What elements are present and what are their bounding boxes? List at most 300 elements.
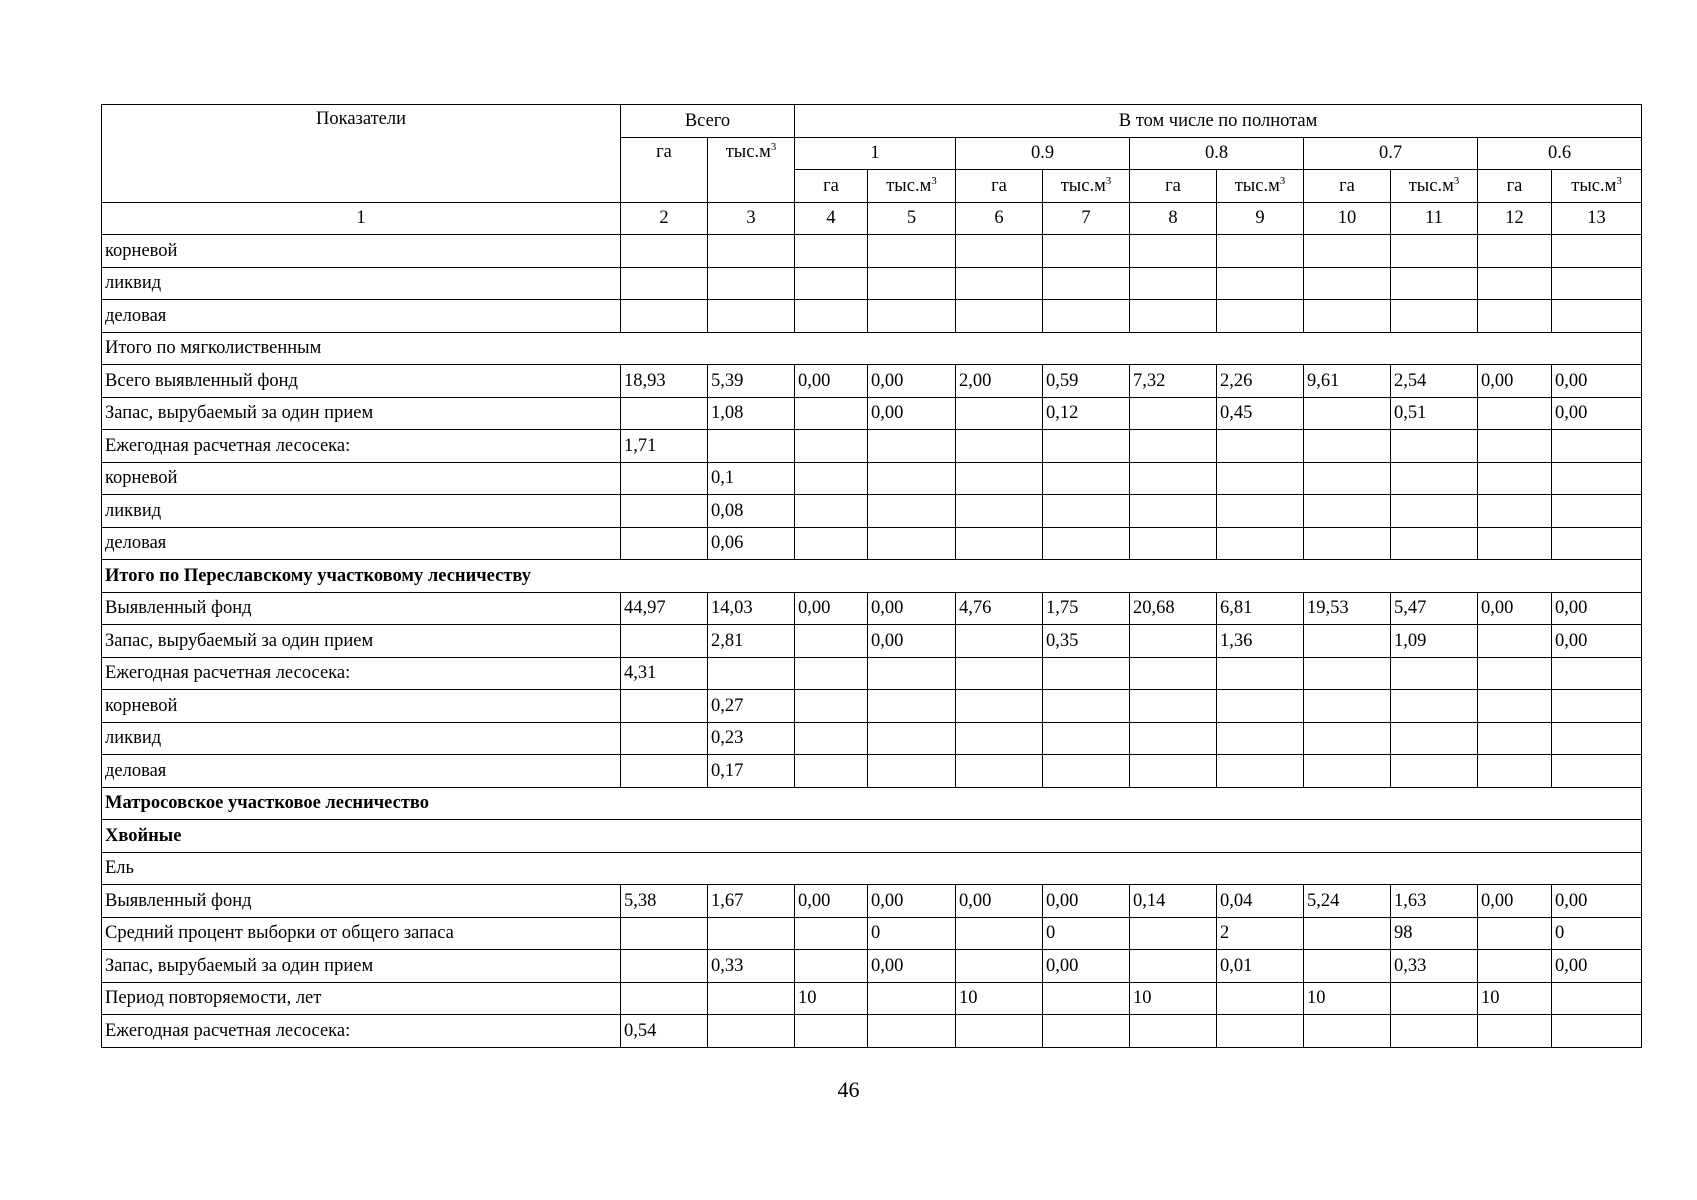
table-cell: 0,00: [868, 885, 956, 918]
table-cell: 0,00: [1552, 592, 1642, 625]
table-cell: 1,36: [1217, 625, 1304, 658]
table-cell: 0,00: [868, 397, 956, 430]
table-row: [102, 982, 1642, 1015]
table-cell: [621, 722, 708, 755]
table-cell: [1478, 625, 1552, 658]
table-row: [102, 495, 1642, 528]
table-row: [102, 527, 1642, 560]
header-unit-m3: [1217, 170, 1304, 203]
header-unit-m3: [1043, 170, 1130, 203]
table-cell: [1391, 982, 1478, 1015]
column-number: 8: [1130, 202, 1217, 235]
column-number: 12: [1478, 202, 1552, 235]
table-cell: 0,33: [1391, 950, 1478, 983]
table-cell: [1304, 690, 1391, 723]
row-label: корневой: [102, 462, 621, 495]
table-cell: [1391, 267, 1478, 300]
table-cell: [956, 950, 1043, 983]
column-number: 2: [621, 202, 708, 235]
table-cell: [956, 495, 1043, 528]
unit-thousand-m3: тыс.м: [1060, 175, 1106, 196]
table-cell: [1043, 495, 1130, 528]
table-cell: [1391, 657, 1478, 690]
table-cell: [795, 430, 868, 463]
table-cell: 0,00: [1478, 885, 1552, 918]
column-number: 3: [708, 202, 795, 235]
section-label: Матросовское участковое лесничество: [102, 787, 1642, 820]
table-cell: 5,24: [1304, 885, 1391, 918]
header-unit-ha: га: [1130, 170, 1217, 203]
table-cell: 98: [1391, 917, 1478, 950]
table-cell: [956, 527, 1043, 560]
table-cell: [1217, 527, 1304, 560]
row-label: ликвид: [102, 722, 621, 755]
table-cell: [1043, 755, 1130, 788]
table-row: [102, 397, 1642, 430]
table-cell: 1,09: [1391, 625, 1478, 658]
table-cell: [1043, 527, 1130, 560]
header-unit-ha: га: [795, 170, 868, 203]
table-cell: 0,00: [1552, 625, 1642, 658]
table-cell: [956, 1015, 1043, 1048]
row-label: Выявленный фонд: [102, 592, 621, 625]
table-cell: [1043, 690, 1130, 723]
table-row: [102, 267, 1642, 300]
table-cell: [1130, 267, 1217, 300]
table-cell: 2,26: [1217, 365, 1304, 398]
table-row: [102, 657, 1642, 690]
table-cell: 0: [1043, 917, 1130, 950]
row-label: Всего выявленный фонд: [102, 365, 621, 398]
table-cell: [1130, 657, 1217, 690]
table-cell: 0,00: [795, 365, 868, 398]
table-cell: [621, 917, 708, 950]
unit-cube: 3: [1453, 174, 1460, 187]
row-label: Ежегодная расчетная лесосека:: [102, 657, 621, 690]
table-cell: [1552, 982, 1642, 1015]
header-total-ha: [621, 137, 708, 202]
table-cell: 0,33: [708, 950, 795, 983]
table-cell: [868, 430, 956, 463]
table-row: [102, 852, 1642, 885]
table-cell: [1552, 527, 1642, 560]
table-cell: [1130, 917, 1217, 950]
row-label: Ежегодная расчетная лесосека:: [102, 1015, 621, 1048]
table-cell: 0,35: [1043, 625, 1130, 658]
table-cell: 5,39: [708, 365, 795, 398]
table-cell: [621, 267, 708, 300]
row-label: деловая: [102, 300, 621, 333]
table-cell: [621, 982, 708, 1015]
table-cell: [1043, 267, 1130, 300]
table-cell: 0,04: [1217, 885, 1304, 918]
table-cell: [1043, 982, 1130, 1015]
header-density-0-6: 0.6: [1478, 137, 1642, 170]
table-cell: [868, 235, 956, 268]
table-cell: [956, 397, 1043, 430]
table-cell: 0,14: [1130, 885, 1217, 918]
table-cell: 7,32: [1130, 365, 1217, 398]
table-cell: [1043, 430, 1130, 463]
table-cell: [795, 657, 868, 690]
table-cell: [1130, 722, 1217, 755]
table-row: [102, 755, 1642, 788]
table-cell: [1304, 917, 1391, 950]
unit-thousand-m3: тыс.м: [1408, 175, 1454, 196]
table-cell: [1391, 300, 1478, 333]
header-by-density: В том числе по полнотам: [795, 105, 1642, 138]
unit-cube: 3: [1279, 174, 1286, 187]
table-cell: [956, 722, 1043, 755]
header-total: Всего: [621, 105, 795, 138]
table-cell: [868, 462, 956, 495]
table-cell: [1217, 657, 1304, 690]
table-cell: [621, 950, 708, 983]
table-cell: [1217, 430, 1304, 463]
table-cell: [956, 267, 1043, 300]
table-cell: [795, 300, 868, 333]
table-cell: [1043, 1015, 1130, 1048]
row-label: Ежегодная расчетная лесосека:: [102, 430, 621, 463]
table-cell: [1478, 755, 1552, 788]
table-row: [102, 625, 1642, 658]
table-cell: [1391, 462, 1478, 495]
table-cell: 0,01: [1217, 950, 1304, 983]
table-cell: [1391, 430, 1478, 463]
table-cell: 0,00: [868, 592, 956, 625]
table-cell: [1130, 300, 1217, 333]
table-cell: [1552, 462, 1642, 495]
table-cell: 0,00: [868, 365, 956, 398]
row-label: Период повторяемости, лет: [102, 982, 621, 1015]
table-cell: [868, 657, 956, 690]
table-cell: [708, 1015, 795, 1048]
table-cell: [1130, 462, 1217, 495]
unit-cube: 3: [1105, 174, 1112, 187]
table-cell: [1478, 235, 1552, 268]
table-cell: [868, 300, 956, 333]
table-cell: 2,00: [956, 365, 1043, 398]
table-cell: [1552, 755, 1642, 788]
table-cell: [1217, 235, 1304, 268]
table-cell: [1552, 722, 1642, 755]
row-label: Запас, вырубаемый за один прием: [102, 397, 621, 430]
table-cell: [621, 235, 708, 268]
table-cell: 4,31: [621, 657, 708, 690]
header-density-0-8: 0.8: [1130, 137, 1304, 170]
table-cell: [1552, 430, 1642, 463]
table-cell: [1478, 657, 1552, 690]
table-cell: [795, 690, 868, 723]
unit-thousand-m3: тыс.м: [1234, 175, 1280, 196]
table-cell: [868, 755, 956, 788]
table-cell: [795, 625, 868, 658]
table-cell: [1130, 397, 1217, 430]
column-number: 1: [102, 202, 621, 235]
table-row: [102, 885, 1642, 918]
table-cell: [1304, 430, 1391, 463]
table-cell: 0,00: [1043, 885, 1130, 918]
table-cell: 18,93: [621, 365, 708, 398]
table-cell: 10: [795, 982, 868, 1015]
table-cell: [1130, 625, 1217, 658]
header-density-0-7: 0.7: [1304, 137, 1478, 170]
table-cell: [1478, 1015, 1552, 1048]
table-cell: 10: [1130, 982, 1217, 1015]
table-cell: [621, 462, 708, 495]
table-cell: [1391, 1015, 1478, 1048]
table-cell: [795, 527, 868, 560]
table-cell: [1552, 235, 1642, 268]
table-cell: 0,00: [1043, 950, 1130, 983]
table-cell: [795, 1015, 868, 1048]
table-cell: [1130, 527, 1217, 560]
table-cell: [1391, 235, 1478, 268]
row-label: ликвид: [102, 267, 621, 300]
table-cell: [1130, 755, 1217, 788]
table-cell: 19,53: [1304, 592, 1391, 625]
unit-thousand-m3: тыс.м: [886, 175, 932, 196]
column-number: 4: [795, 202, 868, 235]
table-cell: [708, 267, 795, 300]
table-cell: 14,03: [708, 592, 795, 625]
header-total-m3: [708, 137, 795, 202]
header-density-1: 1: [795, 137, 956, 170]
table-cell: [795, 462, 868, 495]
header-unit-ha: га: [1304, 170, 1391, 203]
table-cell: [1304, 755, 1391, 788]
table-cell: [1217, 267, 1304, 300]
header-indicators: Показатели: [102, 105, 621, 203]
table-cell: [1391, 495, 1478, 528]
table-cell: 0: [1552, 917, 1642, 950]
table-cell: [1130, 235, 1217, 268]
table-cell: [868, 527, 956, 560]
table-cell: [1043, 235, 1130, 268]
table-cell: [956, 300, 1043, 333]
unit-ha: га: [656, 141, 672, 162]
table-cell: 10: [1478, 982, 1552, 1015]
section-label: Ель: [102, 852, 1642, 885]
table-cell: [1304, 657, 1391, 690]
table-cell: [1217, 722, 1304, 755]
table-cell: [1552, 495, 1642, 528]
table-cell: [795, 950, 868, 983]
table-cell: 44,97: [621, 592, 708, 625]
table-cell: [956, 755, 1043, 788]
table-row: [102, 235, 1642, 268]
header-row-1: [102, 105, 1642, 138]
table-row: [102, 722, 1642, 755]
table-cell: [1478, 267, 1552, 300]
table-cell: 2: [1217, 917, 1304, 950]
table-cell: [1391, 690, 1478, 723]
table-cell: 4,76: [956, 592, 1043, 625]
table-cell: 0,00: [1478, 365, 1552, 398]
table-cell: [1304, 950, 1391, 983]
table-cell: [795, 495, 868, 528]
table-cell: 1,71: [621, 430, 708, 463]
header-density-0-9: 0.9: [956, 137, 1130, 170]
column-number: 11: [1391, 202, 1478, 235]
row-label: Запас, вырубаемый за один прием: [102, 950, 621, 983]
table-cell: 0,00: [1478, 592, 1552, 625]
table-cell: 0,08: [708, 495, 795, 528]
table-cell: 10: [1304, 982, 1391, 1015]
table-cell: 1,63: [1391, 885, 1478, 918]
row-label: деловая: [102, 527, 621, 560]
table-cell: 0,00: [795, 592, 868, 625]
table-cell: [708, 917, 795, 950]
table-cell: [1304, 267, 1391, 300]
table-cell: [1478, 917, 1552, 950]
column-number: 9: [1217, 202, 1304, 235]
table-cell: [621, 527, 708, 560]
table-cell: [1552, 657, 1642, 690]
table-cell: [1304, 625, 1391, 658]
table-cell: 0,59: [1043, 365, 1130, 398]
table-cell: [1043, 462, 1130, 495]
table-cell: [1130, 690, 1217, 723]
table-cell: [1217, 462, 1304, 495]
table-cell: [1304, 1015, 1391, 1048]
row-label: Средний процент выборки от общего запаса: [102, 917, 621, 950]
table-cell: [708, 430, 795, 463]
row-label: корневой: [102, 690, 621, 723]
table-cell: 0,54: [621, 1015, 708, 1048]
column-number: 10: [1304, 202, 1391, 235]
table-cell: 6,81: [1217, 592, 1304, 625]
row-label: Выявленный фонд: [102, 885, 621, 918]
table-cell: [621, 690, 708, 723]
table-cell: [621, 625, 708, 658]
table-row: [102, 332, 1642, 365]
table-row: [102, 1015, 1642, 1048]
row-label: корневой: [102, 235, 621, 268]
table-cell: [795, 235, 868, 268]
table-row: [102, 950, 1642, 983]
table-cell: 0,00: [1552, 397, 1642, 430]
table-row: [102, 787, 1642, 820]
table-cell: [621, 300, 708, 333]
header-unit-ha: га: [1478, 170, 1552, 203]
table-cell: 0,1: [708, 462, 795, 495]
table-cell: 0,27: [708, 690, 795, 723]
section-label: Хвойные: [102, 820, 1642, 853]
table-cell: [868, 267, 956, 300]
row-label: деловая: [102, 755, 621, 788]
table-cell: [1391, 722, 1478, 755]
header-row-column-numbers: [102, 202, 1642, 235]
table-cell: [956, 657, 1043, 690]
header-unit-m3: [1552, 170, 1642, 203]
table-cell: 0: [868, 917, 956, 950]
table-cell: [1217, 495, 1304, 528]
row-label: ликвид: [102, 495, 621, 528]
table-cell: [956, 462, 1043, 495]
header-unit-m3: [1391, 170, 1478, 203]
table-cell: [868, 495, 956, 528]
table-cell: 0,23: [708, 722, 795, 755]
table-cell: [1478, 527, 1552, 560]
unit-thousand-m3: тыс.м: [1571, 175, 1617, 196]
table-cell: [1043, 722, 1130, 755]
table-row: [102, 592, 1642, 625]
table-cell: [708, 982, 795, 1015]
column-number: 13: [1552, 202, 1642, 235]
table-cell: [956, 625, 1043, 658]
page-number: 46: [837, 1077, 860, 1102]
table-cell: [1478, 690, 1552, 723]
table-cell: [1552, 690, 1642, 723]
table-cell: [1478, 300, 1552, 333]
table-cell: [1130, 495, 1217, 528]
table-cell: [708, 235, 795, 268]
table-cell: 1,75: [1043, 592, 1130, 625]
forest-fund-table: [101, 104, 1642, 1048]
table-cell: [795, 755, 868, 788]
table-cell: [1304, 462, 1391, 495]
table-cell: [1304, 235, 1391, 268]
table-cell: [1478, 430, 1552, 463]
table-cell: [1478, 722, 1552, 755]
table-cell: [868, 690, 956, 723]
table-cell: [956, 917, 1043, 950]
table-cell: 9,61: [1304, 365, 1391, 398]
header-unit-ha: га: [956, 170, 1043, 203]
table-cell: [621, 397, 708, 430]
table-cell: 2,81: [708, 625, 795, 658]
table-cell: [1304, 527, 1391, 560]
table-row: [102, 560, 1642, 593]
table-cell: 0,00: [956, 885, 1043, 918]
table-cell: [795, 397, 868, 430]
table-cell: [1217, 755, 1304, 788]
table-cell: [868, 722, 956, 755]
table-cell: [1478, 950, 1552, 983]
table-cell: [1130, 1015, 1217, 1048]
table-cell: 1,67: [708, 885, 795, 918]
table-cell: [1304, 495, 1391, 528]
table-cell: [1391, 527, 1478, 560]
table-row: [102, 690, 1642, 723]
table-cell: [1478, 397, 1552, 430]
table-cell: [1217, 300, 1304, 333]
unit-cube: 3: [931, 174, 937, 187]
column-number: 6: [956, 202, 1043, 235]
table-cell: 0,00: [868, 625, 956, 658]
table-cell: [708, 657, 795, 690]
table-cell: [956, 690, 1043, 723]
table-cell: 0,00: [1552, 885, 1642, 918]
table-cell: [1217, 982, 1304, 1015]
column-number: 7: [1043, 202, 1130, 235]
table-cell: [795, 917, 868, 950]
table-cell: [1391, 755, 1478, 788]
table-cell: [708, 300, 795, 333]
section-label: Итого по Переславскому участковому лесничеству: [102, 560, 1642, 593]
table-cell: [1304, 722, 1391, 755]
table-cell: 0,06: [708, 527, 795, 560]
table-cell: 2,54: [1391, 365, 1478, 398]
table-cell: 0,00: [795, 885, 868, 918]
table-cell: [1552, 300, 1642, 333]
table-cell: [1304, 300, 1391, 333]
table-cell: 0,00: [1552, 365, 1642, 398]
table-cell: [795, 267, 868, 300]
table-row: [102, 917, 1642, 950]
table-cell: [1217, 1015, 1304, 1048]
